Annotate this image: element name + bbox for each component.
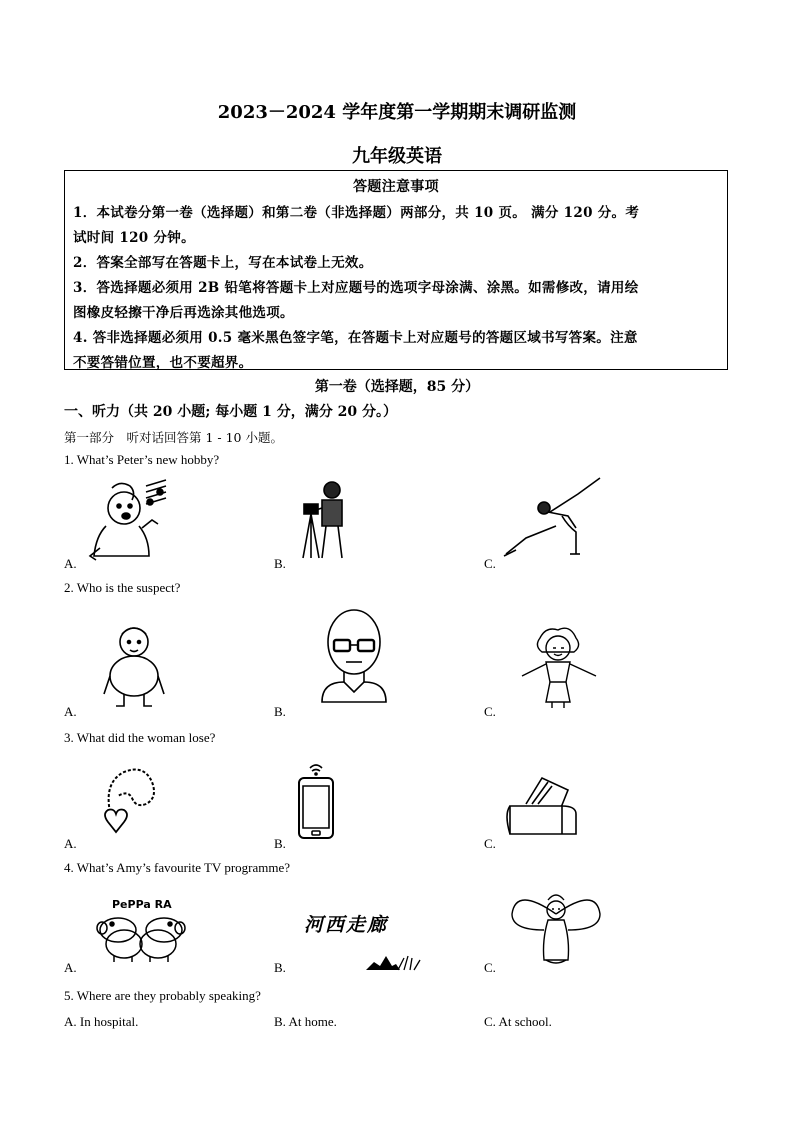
svg-text:PePPa RA: PePPa RA (112, 898, 172, 911)
bald-man-glasses-icon (316, 608, 392, 704)
notice-heading: 答题注意事项 (353, 179, 439, 195)
question-2-text: 2. Who is the suspect? (64, 580, 181, 595)
notice-line: 试时间 120 分钟。 (73, 230, 195, 246)
question-1-text: 1. What’s Peter’s new hobby? (64, 452, 220, 467)
option-label: C. (484, 960, 496, 975)
option-c: C. At school. (484, 1014, 552, 1029)
question-3-text: 3. What did the woman lose? (64, 730, 216, 745)
smartphone-icon (296, 762, 336, 840)
notice-line: 1．本试卷分第一卷（选择题）和第二卷（非选择题）两部分，共 10 页。 满分 120 分。考 (73, 205, 640, 221)
option-label: B. (274, 836, 286, 851)
notice-line: 3．答选择题必须用 2B 铅笔将答题卡上对应题号的选项字母涂满、涂黑。如需修改，请用绘 (73, 280, 639, 296)
question-5-text: 5. Where are they probably speaking? (64, 988, 261, 1003)
fat-boy-icon (100, 620, 170, 710)
dancer-stretching-icon (500, 474, 606, 560)
notice-line: 不要答错位置，也不要超界。 (73, 355, 253, 371)
volume-title: 第一卷（选择题，85 分） (314, 379, 480, 395)
notice-line: 图橡皮轻擦干净后再选涂其他选项。 (73, 305, 294, 321)
wallet-icon (504, 774, 584, 840)
question-4-text: 4. What’s Amy’s favourite TV programme? (64, 860, 291, 875)
page-subtitle: 九年级英语 (352, 146, 442, 167)
notice-line: 4. 答非选择题必须用 0.5 毫米黑色签字笔，在答题卡上对应题号的答题区域书写答案。注意 (73, 330, 638, 346)
option-b: B. At home. (274, 1014, 337, 1029)
notice-line: 2．答案全部写在答题卡上，写在本试卷上无效。 (73, 255, 373, 271)
option-label: C. (484, 704, 496, 719)
option-label: A. (64, 960, 77, 975)
option-label: B. (274, 960, 286, 975)
photographer-camera-icon (300, 478, 364, 562)
option-a: A. In hospital. (64, 1014, 139, 1029)
option-label: B. (274, 704, 286, 719)
calligraphy-title-icon: 河西走廊 (304, 914, 389, 936)
curly-hair-woman-icon (510, 626, 606, 710)
mountain-sketch-icon (364, 950, 424, 972)
fairy-ribbon-icon (508, 890, 604, 970)
section-title: 一、听力（共 20 小题; 每小题 1 分，满分 20 分。） (64, 404, 397, 420)
option-label: B. (274, 556, 286, 571)
option-label: A. (64, 704, 77, 719)
part-title: 第一部分 听对话回答第 1 - 10 小题。 (64, 430, 283, 445)
peppa-pig-icon (88, 894, 196, 964)
option-label: A. (64, 836, 77, 851)
option-label: C. (484, 556, 496, 571)
option-label: A. (64, 556, 77, 571)
exam-notice-box (64, 170, 728, 370)
option-label: C. (484, 836, 496, 851)
page-title: 2023－2024 学年度第一学期期末调研监测 (217, 102, 577, 123)
heart-necklace-icon (90, 766, 162, 840)
person-singing-icon (84, 478, 174, 562)
